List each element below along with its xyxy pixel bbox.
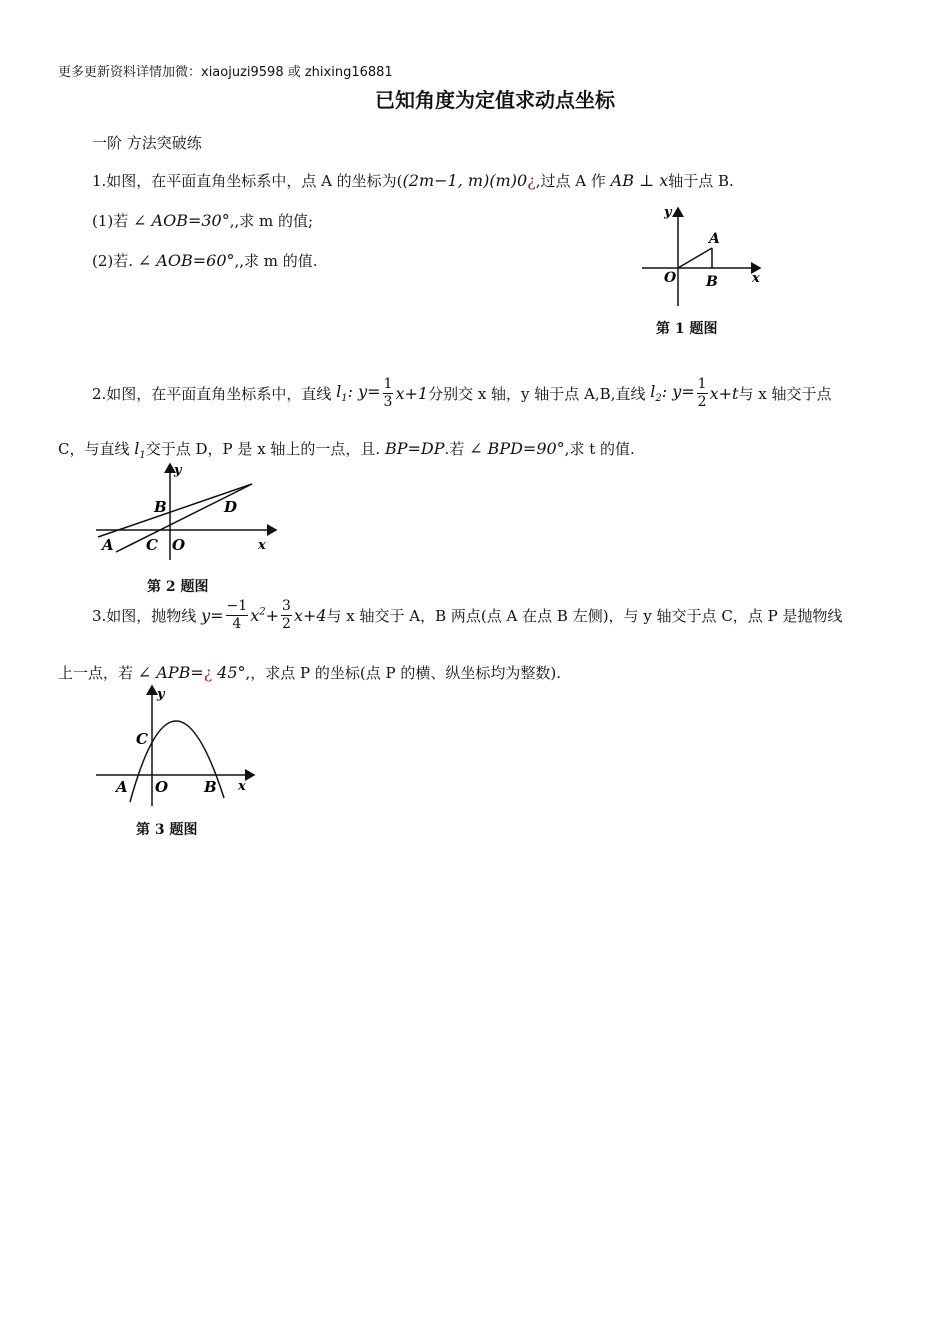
figure1-label-y: y <box>664 205 672 220</box>
parabola-tail: x+4 <box>293 606 327 625</box>
problem3-red-mark: ¿ <box>203 663 213 682</box>
figure1-label-o: O <box>664 270 677 286</box>
figure1-caption: 第 1 题图 <box>656 321 718 337</box>
fraction3-denominator: 4 <box>232 616 242 632</box>
problem1-text-a: 1.如图，在平面直角坐标系中，点 A 的坐标为( <box>92 172 403 190</box>
problem1-red-mark: ¿ <box>527 171 536 190</box>
l2-symbol: l <box>650 382 656 402</box>
figure2-label-c: C <box>146 536 158 554</box>
parabola-exponent: 2 <box>259 606 266 618</box>
part2-angle: ∠ AOB=60° <box>137 251 235 270</box>
l1-subscript: 1 <box>341 393 348 405</box>
problem3-angle: ∠ APB= <box>137 663 204 682</box>
part2-text-b: ,,求 m 的值. <box>234 252 318 270</box>
parabola-y-equals: y= <box>201 606 224 625</box>
problem2-text-a: 2.如图，在平面直角坐标系中，直线 <box>92 385 332 403</box>
problem2-equal-segments: BP=DP <box>384 439 445 458</box>
figure3-label-x: x <box>238 779 246 794</box>
fraction2-numerator: 1 <box>697 376 707 392</box>
problem3-statement <box>92 598 842 633</box>
problem1-coordinate: (2m−1, m)(m)0 <box>402 171 528 190</box>
fraction-one-third <box>383 376 394 411</box>
figure2-label-b: B <box>154 498 167 516</box>
problem3-angle-value: 45° <box>217 663 246 682</box>
fraction2-denominator: 2 <box>697 394 707 410</box>
problem1-part2 <box>92 250 318 271</box>
figure3-label-y: y <box>157 687 165 702</box>
fraction4-numerator: 3 <box>282 598 291 614</box>
fraction-neg-quarter <box>226 598 249 633</box>
figure1-label-a: A <box>709 231 720 247</box>
part2-text-a: (2)若. <box>92 252 134 270</box>
figure3-caption: 第 3 题图 <box>136 822 198 838</box>
figure3-label-c: C <box>136 730 148 748</box>
figure-3 <box>92 682 262 812</box>
figure2-label-d: D <box>224 498 238 516</box>
fraction-one-half <box>697 376 708 411</box>
problem3-line2-b: ,，求点 P 的坐标(点 P 的横、纵坐标均为整数). <box>245 664 561 682</box>
problem2-line2-b: 交于点 D，P 是 x 轴上的一点，且. <box>145 440 381 458</box>
problem2-line2-d: ,求 t 的值. <box>564 440 635 458</box>
fraction4-denominator: 2 <box>282 616 291 632</box>
l1-symbol: l <box>336 382 342 402</box>
problem1-perpendicular: AB ⊥ x <box>610 171 669 190</box>
problem3-statement-line2 <box>58 662 561 683</box>
part1-text-b: ,,求 m 的值; <box>229 212 314 230</box>
problem1-statement <box>92 170 734 191</box>
figure1-label-b: B <box>706 274 718 290</box>
l2-tail: x+t <box>709 384 739 403</box>
figure2-label-x: x <box>258 538 266 553</box>
figure3-label-a: A <box>116 778 128 796</box>
problem1-text-b: ,过点 A 作 <box>535 172 606 190</box>
figure1-segment-oa <box>678 248 712 268</box>
problem3-text-a: 3.如图，抛物线 <box>92 607 197 625</box>
figure2-caption: 第 2 题图 <box>147 579 209 595</box>
fraction-three-halves <box>281 598 292 633</box>
problem2-statement <box>92 376 831 411</box>
part1-angle: ∠ AOB=30° <box>133 211 230 230</box>
parabola-x: x <box>250 606 260 625</box>
l2-equals: : y= <box>661 382 695 402</box>
figure2-label-y: y <box>174 463 182 478</box>
page-title: 已知角度为定值求动点坐标 <box>375 88 615 112</box>
problem1-part1 <box>92 210 313 231</box>
problem3-text-b: 与 x 轴交于 A，B 两点(点 A 在点 B 左侧)，与 y 轴交于点 C，点 P 是抛物线 <box>326 607 843 625</box>
l1-tail: x+1 <box>395 384 429 403</box>
line2-l-symbol: l <box>134 439 140 458</box>
line2-l-subscript: 1 <box>139 450 146 462</box>
problem2-text-b: 分别交 x 轴，y 轴于点 A,B,直线 <box>428 385 646 403</box>
figure-2 <box>92 460 282 566</box>
problem1-text-c: 轴于点 B. <box>668 172 734 190</box>
figure1-label-x: x <box>752 271 760 286</box>
fraction1-numerator: 1 <box>383 376 393 392</box>
section-title: 一阶 方法突破练 <box>92 134 202 152</box>
problem2-text-c: 与 x 轴交于点 <box>738 385 832 403</box>
parabola-plus: + <box>265 606 279 625</box>
part1-text-a: (1)若 <box>92 212 129 230</box>
figure2-label-o: O <box>172 536 186 554</box>
fraction1-denominator: 3 <box>383 394 393 410</box>
problem2-line2-a: C，与直线 <box>58 440 130 458</box>
l1-equals: : y= <box>347 382 381 402</box>
figure3-label-b: B <box>204 778 217 796</box>
header-note: 更多更新资料详情加微：xiaojuzi9598 或 zhixing16881 <box>58 65 393 80</box>
figure2-label-a: A <box>102 536 114 554</box>
problem3-line2-a: 上一点，若 <box>58 664 134 682</box>
l2-subscript: 2 <box>655 393 662 405</box>
problem2-line2-c: .若 <box>444 440 465 458</box>
problem2-statement-line2 <box>58 438 635 461</box>
fraction3-numerator: −1 <box>226 598 248 614</box>
figure3-label-o: O <box>155 778 169 796</box>
problem2-angle: ∠ BPD=90° <box>469 439 565 458</box>
